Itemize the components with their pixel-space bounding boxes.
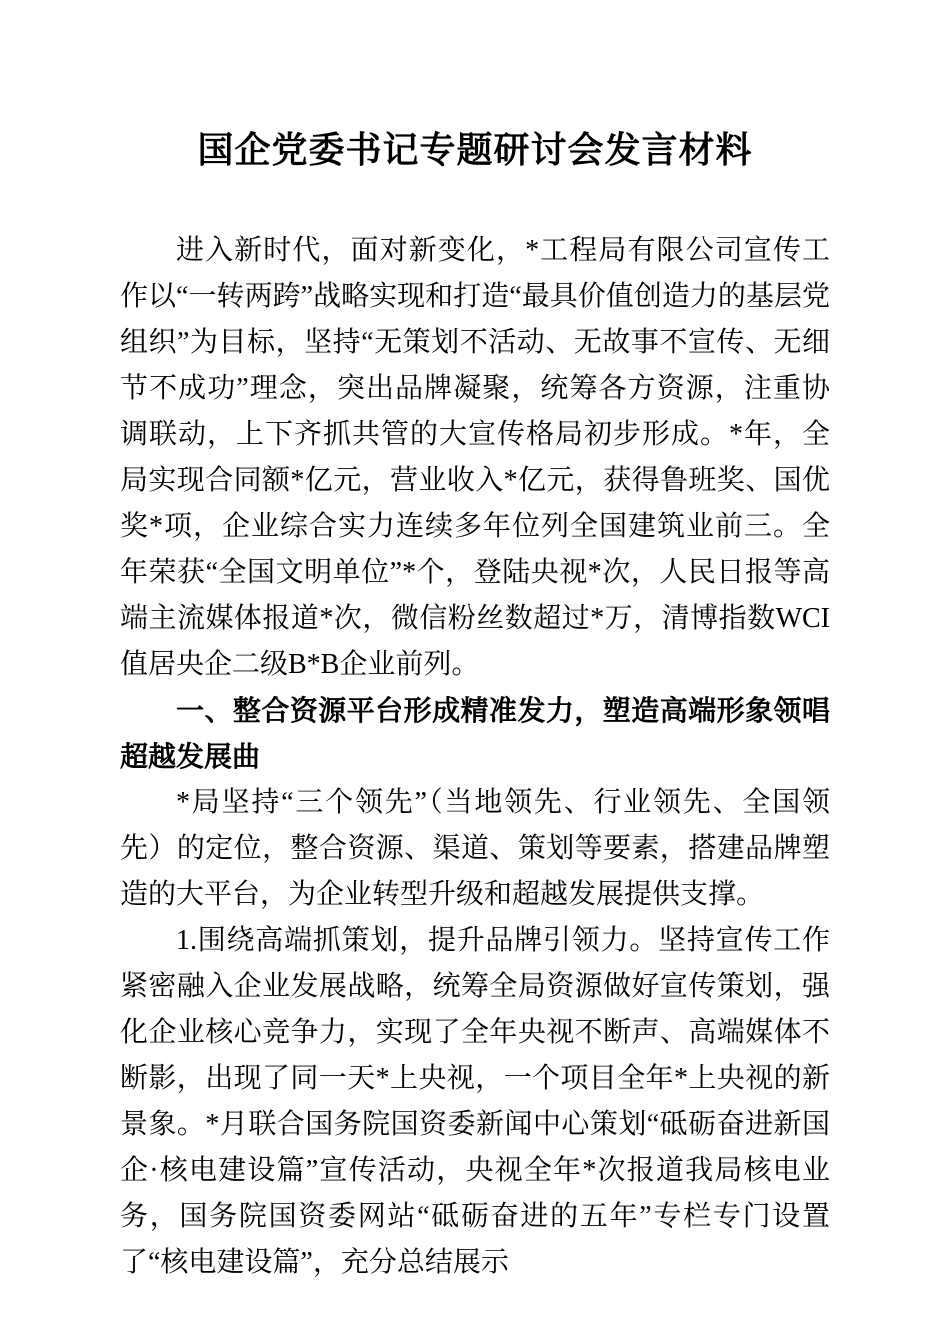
body-paragraph: *局坚持“三个领先”（当地领先、行业领先、全国领先）的定位，整合资源、渠道、策划等要素，搭建品牌塑造的大平台，为企业转型升级和超越发展提供支撑。 (120, 787, 830, 910)
document-body (120, 228, 830, 1286)
body-paragraph: 1.围绕高端抓策划，提升品牌引领力。坚持宣传工作紧密融入企业发展战略，统筹全局资源做好宣传策划，强化企业核心竞争力，实现了全年央视不断声、高端媒体不断影，出现了同一天*上央视，一个项目全年*上央视的新景象。*月联合国务院国资委新闻中心策划“砥砺奋进新国企·核电建设篇”宣传活动，央视全年*次报道我局核电业务，国务院国资委网站“砥砺奋进的五年”专栏专门设置了“核电建设篇”，充分总结展示 (120, 925, 830, 1278)
body-paragraph: 进入新时代，面对新变化，*工程局有限公司宣传工作以“一转两跨”战略实现和打造“最具价值创造力的基层党组织”为目标，坚持“无策划不活动、无故事不宣传、无细节不成功”理念，突出品牌凝聚，统筹各方资源，注重协调联动，上下齐抓共管的大宣传格局初步形成。*年，全局实现合同额*亿元，营业收入*亿元，获得鲁班奖、国优奖*项，企业综合实力连续多年位列全国建筑业前三。全年荣获“全国文明单位”*个，登陆央视*次，人民日报等高端主流媒体报道*次，微信粉丝数超过*万，清博指数WCI值居央企二级B*B企业前列。 (120, 235, 830, 680)
section-heading: 一、整合资源平台形成精准发力，塑造高端形象领唱超越发展曲 (120, 695, 830, 772)
document-title: 国企党委书记专题研讨会发言材料 (197, 130, 753, 170)
